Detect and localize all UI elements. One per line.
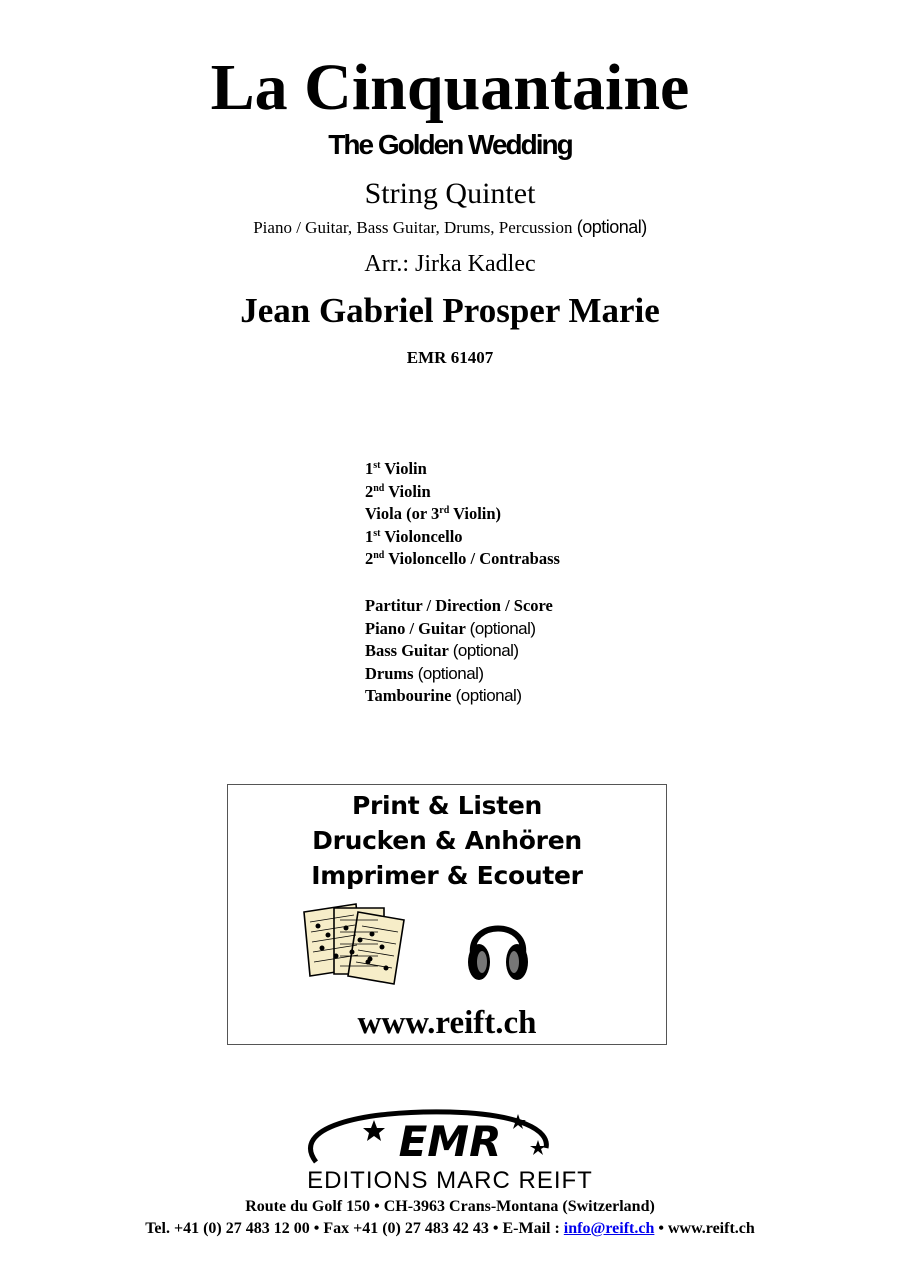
publisher-address: Route du Golf 150 • CH-3963 Crans-Montana (Switzerland) <box>245 1198 655 1215</box>
extra-item: Drums (optional) <box>365 663 484 683</box>
catalog-number: EMR 61407 <box>406 348 494 367</box>
score-title: La Cinquantaine <box>210 51 690 124</box>
instrumentation-text: Piano / Guitar, Bass Guitar, Drums, Percussion <box>253 218 573 237</box>
ensemble: String Quintet <box>364 177 536 210</box>
part-item: 2nd Violoncello / Contrabass <box>365 549 560 569</box>
promo-line-english: Print & Listen <box>351 791 543 820</box>
print-listen-box <box>227 784 667 1045</box>
instrumentation <box>0 214 900 241</box>
promo-line-german: Drucken & Anhören <box>312 826 582 855</box>
contact-phone-fax: Tel. +41 (0) 27 483 12 00 • Fax +41 (0) 27 483 42 43 • E-Mail : <box>145 1220 564 1237</box>
part-item: 2nd Violin <box>365 481 431 501</box>
instrumentation-optional: (optional) <box>576 217 647 237</box>
publisher-contact <box>0 1218 900 1240</box>
extra-item: Tambourine (optional) <box>365 686 522 706</box>
promo-line-french: Imprimer & Ecouter <box>311 861 583 890</box>
website-url[interactable]: www.reift.ch <box>357 1005 537 1041</box>
composer: Jean Gabriel Prosper Marie <box>240 291 660 330</box>
email-link[interactable]: info@reift.ch <box>563 1220 655 1237</box>
contact-website: • www.reift.ch <box>654 1220 755 1237</box>
score-subtitle: The Golden Wedding <box>328 129 572 160</box>
publisher-name: EDITIONS MARC REIFT <box>307 1167 593 1194</box>
headphones-icon <box>463 908 533 984</box>
part-item: Viola (or 3rd Violin) <box>365 504 502 524</box>
sheet-music-icon <box>300 902 412 986</box>
part-item: 1st Violin <box>365 459 427 478</box>
emr-logo-text: EMR <box>398 1117 502 1166</box>
extra-item: Partitur / Direction / Score <box>365 595 553 615</box>
parts-list <box>365 458 560 708</box>
extra-item: Piano / Guitar (optional) <box>365 618 536 638</box>
extra-item: Bass Guitar (optional) <box>365 641 519 661</box>
part-item: 1st Violoncello <box>365 526 463 546</box>
emr-logo <box>250 1108 650 1194</box>
arranger: Arr.: Jirka Kadlec <box>364 251 536 277</box>
